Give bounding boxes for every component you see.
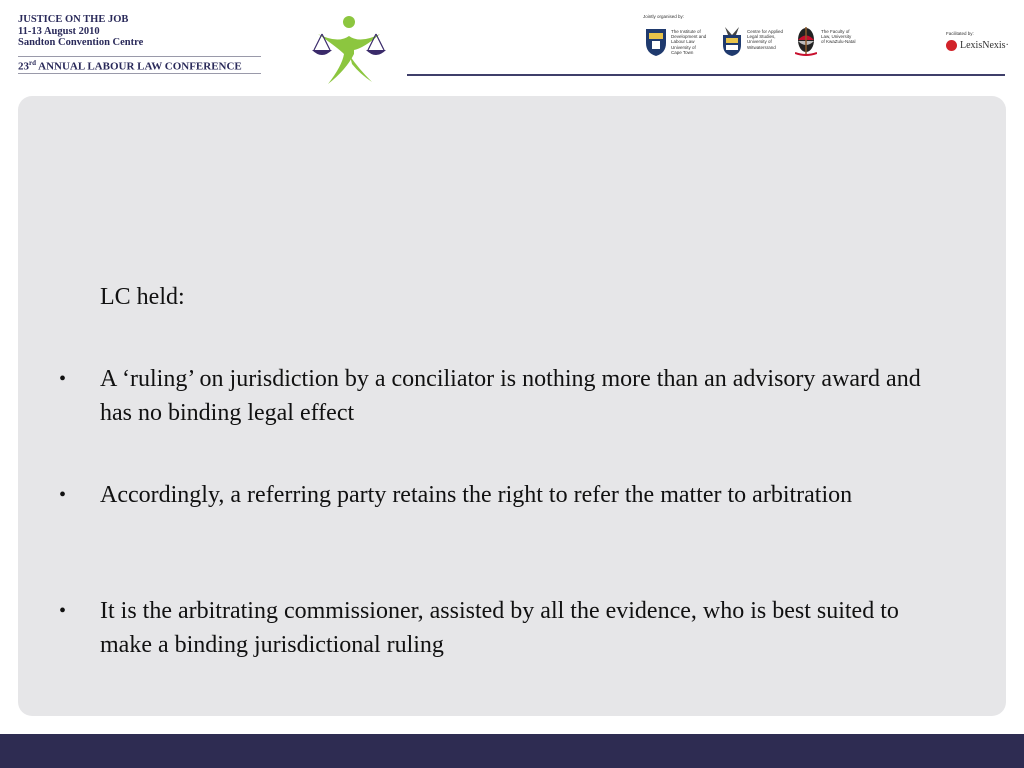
- facilitated-by-label: Facilitated by:: [946, 31, 974, 36]
- title-divider: [18, 56, 261, 57]
- annual-rest: ANNUAL LABOUR LAW CONFERENCE: [36, 60, 242, 73]
- organised-by-label: Jointly organised by:: [643, 14, 685, 19]
- slide-lead-text: LC held:: [100, 284, 185, 310]
- header-rule: [407, 74, 1005, 76]
- wits-crest-icon: [721, 27, 743, 57]
- conference-name: JUSTICE ON THE JOB: [18, 14, 129, 25]
- bullet-item-2: Accordingly, a referring party retains the right to refer the matter to arbitration: [100, 482, 853, 508]
- header: [0, 0, 1024, 92]
- lexisnexis-mark-icon: [946, 40, 957, 51]
- bullet-marker: •: [59, 484, 67, 506]
- partner-wits-name: Centre for Applied Legal Studies, University of Witwatersrand: [747, 29, 784, 50]
- lexisnexis-name: LexisNexis·: [960, 40, 1009, 51]
- annual-number: 23: [18, 60, 29, 73]
- bullet-item-1: A ‘ruling’ on jurisdiction by a conciliator is nothing more than an advisory award and has no binding legal effect: [100, 366, 921, 426]
- bullet-marker: •: [59, 600, 67, 622]
- bullet-item-3: It is the arbitrating commissioner, assisted by all the evidence, who is best suited to make a binding jurisdictional ruling: [100, 598, 899, 658]
- annual-divider: [18, 73, 261, 74]
- footer-bar: [0, 734, 1024, 768]
- bullet-marker: •: [59, 368, 67, 390]
- uct-crest-icon: [645, 27, 667, 57]
- conference-title: [18, 14, 143, 49]
- partner-uct-name: The Institute of Development and Labour Law University of Cape Town: [671, 29, 707, 55]
- annual-suffix: rd: [29, 59, 36, 67]
- partner-ukzn-name: The Faculty of Law, University of KwaZulu-Natal: [821, 29, 856, 45]
- scales-figure-logo-icon: [308, 14, 390, 86]
- conference-venue: Sandton Convention Centre: [18, 37, 144, 48]
- conference-dates: 11-13 August 2010: [18, 25, 100, 37]
- ukzn-crest-icon: [795, 27, 817, 57]
- annual-conference-label: [18, 59, 242, 73]
